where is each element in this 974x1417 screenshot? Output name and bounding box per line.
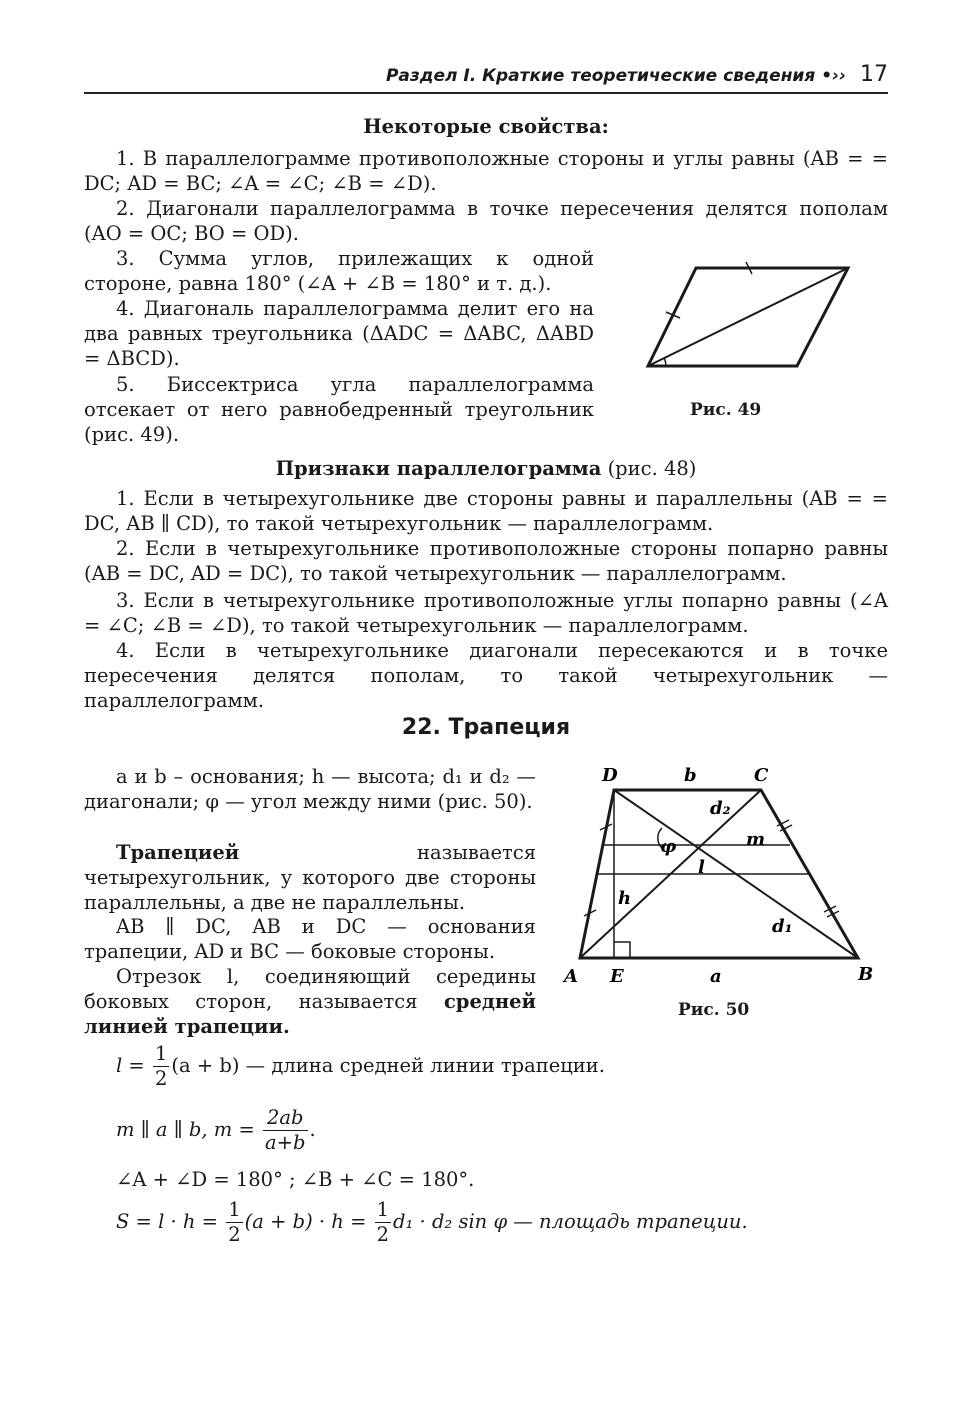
f1-right: (a + b) — длина средней линии трапеции. [171,1054,605,1077]
property-5: 5. Биссектриса угла параллелограмма отсекает от него равнобедренный треугольник (рис. 49). [84,373,594,446]
f4-num1: 1 [228,1198,241,1221]
fig49-caption: Рис. 49 [690,400,762,420]
f4-fraction-2 [375,1198,391,1247]
label-E: E [610,966,624,987]
sign-2: 2. Если в четырехугольнике противоположные стороны попарно равны (AB = DC, AD = DC), то такой четырехугольник — параллелограмм. [84,537,888,585]
figure-50-trapezoid [558,760,888,990]
formula-area [116,1198,748,1247]
f2-fraction [263,1106,307,1155]
label-b: b [684,765,697,786]
f4-den2: 2 [376,1223,390,1246]
f2-num: 2ab [263,1106,307,1131]
f4-fraction-1 [226,1198,242,1247]
label-m: m [746,829,766,850]
property-3: 3. Сумма углов, прилежащих к одной стороне, равна 180° (∠A + ∠B = 180° и т. д.). [84,247,594,295]
label-phi: φ [660,836,677,857]
definition-text: называется четырехугольник, у которого две стороны параллельны, а две не параллельны. [84,841,536,914]
f4-c: d₁ · d₂ sin φ — площадь трапеции. [393,1210,748,1233]
properties-title: Некоторые свойства: [363,115,609,138]
label-d1: d₁ [772,916,793,937]
right-angle-mark [614,942,630,958]
f1-den: 2 [154,1067,168,1090]
midline-text: Отрезок l, соединяющий середины боковых сторон, называется [84,965,536,1013]
fig50-caption: Рис. 50 [678,1000,750,1020]
header-title: Раздел I. Краткие теоретические сведения [385,66,816,86]
definition-term: Трапецией [116,841,240,864]
page-number: 17 [860,62,888,87]
section-title: 22. Трапеция [401,715,571,740]
signs-title: Признаки параллелограмма [275,457,602,480]
f1-fraction [153,1042,169,1091]
f4-den1: 2 [228,1223,241,1246]
sign-3: 3. Если в четырехугольнике противоположные углы попарно равны (∠A = ∠C; ∠B = ∠D), то такой четырехугольник — параллелограмм. [84,589,888,637]
label-h: h [618,888,632,909]
label-l: l [698,857,705,878]
label-a: a [710,966,722,987]
running-header [84,60,888,94]
label-d2: d₂ [710,798,731,819]
trapezoid-intro: a и b – основания; h — высота; d₁ и d₂ — диагонали; φ — угол между ними (рис. 50). [84,765,536,813]
f4-a: S = l · h = [116,1210,219,1233]
f2-left: m ∥ a ∥ b, m = [116,1118,255,1141]
label-A: A [564,966,578,987]
formula-angles: ∠A + ∠D = 180° ; ∠B + ∠C = 180°. [116,1168,475,1191]
sign-1: 1. Если в четырехугольнике две стороны равны и параллельны (AB = = DC, AB ∥ CD), то такой четырехугольник — параллелограмм. [84,487,888,535]
header-arrows: •›› [821,66,847,86]
signs-title-ref: (рис. 48) [601,457,697,480]
trapezoid-definition [84,840,536,915]
label-B: B [858,964,874,985]
f2-right: . [309,1118,316,1141]
f4-b: (a + b) · h = [244,1210,367,1233]
midline-term: средней линией трапеции. [84,990,536,1038]
formula-midline [116,1042,605,1091]
trapezoid-bases: AB ∥ DC, AB и DC — основания трапеции, AD и BC — боковые стороны. [84,915,536,963]
trapezoid-midline [84,964,536,1039]
f1-num: 1 [154,1042,168,1065]
signs-title-line [84,456,888,481]
property-2: 2. Диагонали параллелограмма в точке пересечения делятся пополам (AO = OC; BO = OD). [84,197,888,245]
property-4: 4. Диагональ параллелограмма делит его на два равных треугольника (ΔADC = ΔABC, ΔABD = ΔBCD). [84,297,594,370]
label-D: D [602,765,618,786]
formula-m [116,1106,316,1155]
figure-49-parallelogram [640,260,860,380]
sign-4: 4. Если в четырехугольнике диагонали пересекаются и в точке пересечения делятся пополам, то такой четырехугольник — параллелограмм. [84,639,888,712]
f4-num2: 1 [376,1198,390,1221]
property-1: 1. В параллелограмме противоположные стороны и углы равны (AB = = DC; AD = BC; ∠A = ∠C; ∠B = ∠D). [84,147,888,195]
f2-den: a+b [265,1131,306,1154]
label-C: C [754,765,769,786]
f1-left: l = [116,1054,145,1077]
